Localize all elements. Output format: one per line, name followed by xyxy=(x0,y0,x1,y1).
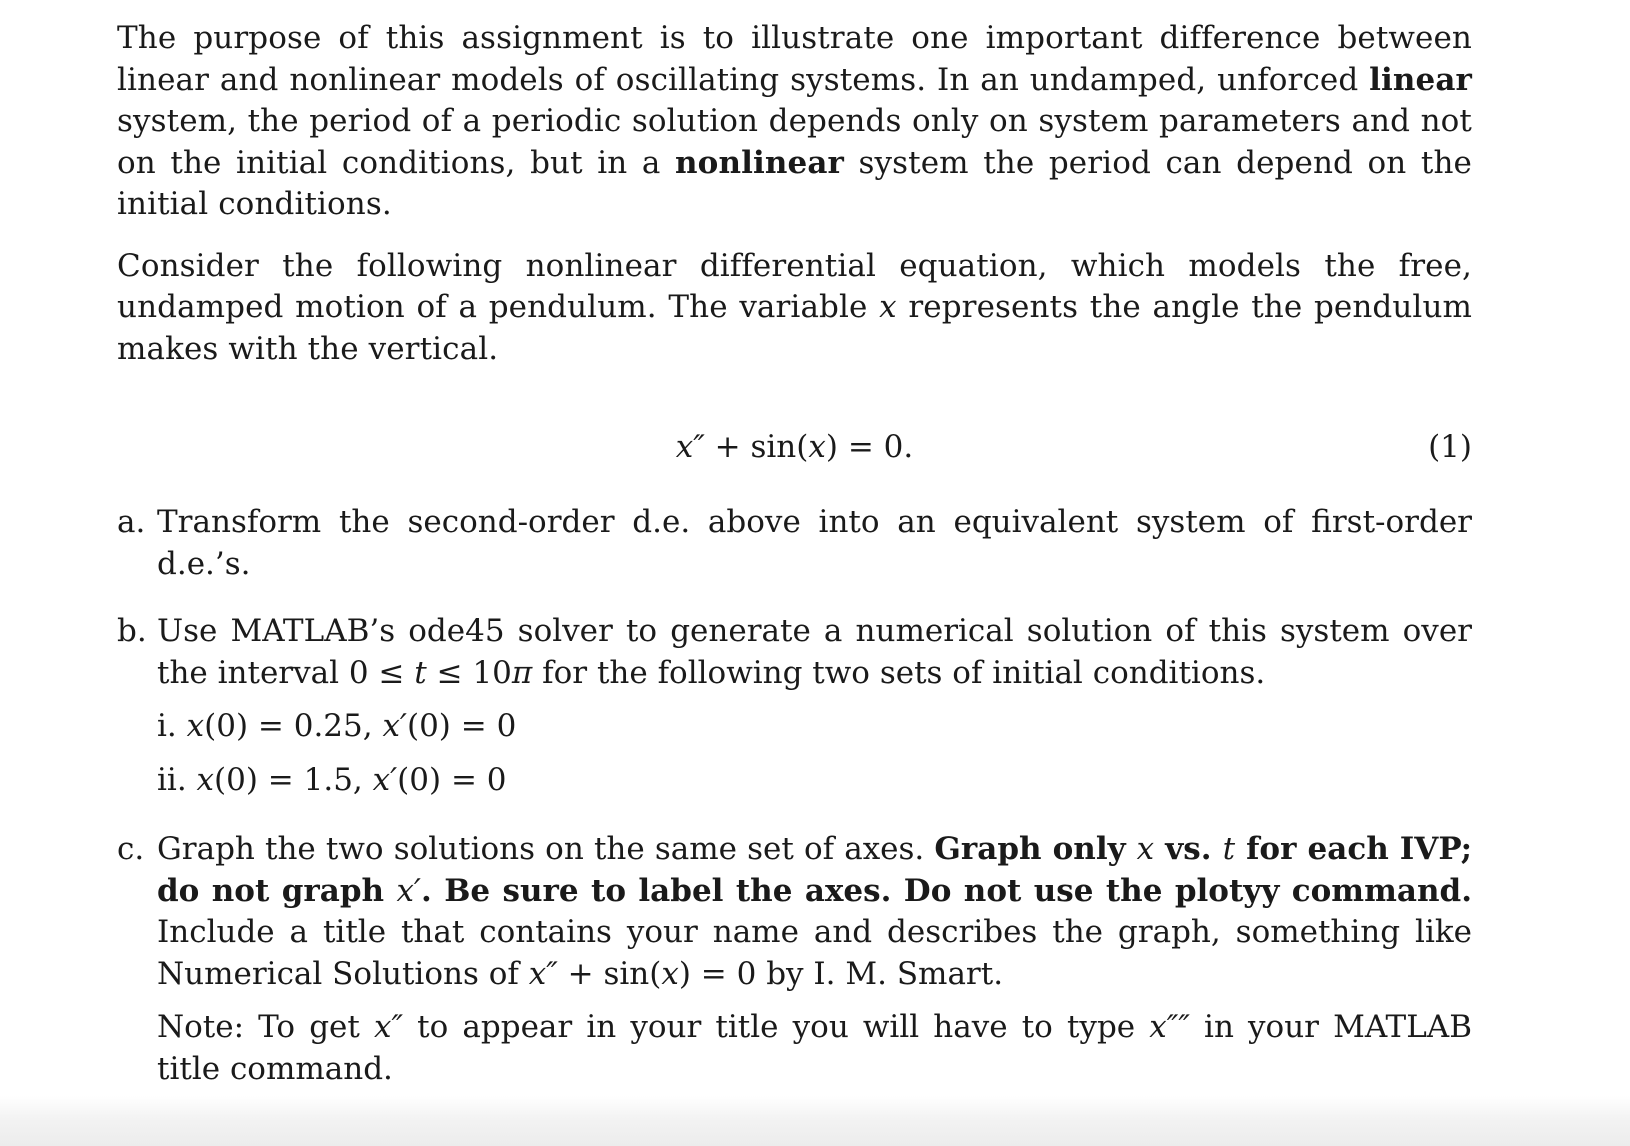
question-c-label: c. xyxy=(117,831,145,867)
question-b-label: b. xyxy=(117,613,147,649)
question-a-label: a. xyxy=(117,504,146,540)
matlab-title-note: Note: To get x″ to appear in your title you will have to type x″″ in your MATLAB title command. xyxy=(157,1009,1472,1087)
bold-nonlinear: nonlinear xyxy=(675,144,844,181)
document-page xyxy=(117,18,1472,1146)
bottom-shadow xyxy=(0,1096,1630,1146)
question-b: b. Use MATLAB’s ode45 solver to generate a numerical solution of this system over the interval 0 ≤ t ≤ 10π for the following two sets of initial conditions. xyxy=(117,613,1472,691)
question-c: c. Graph the two solutions on the same set of axes. Graph only x vs. t for each IVP; do not graph x′. Be sure to label the axes. Do not use the plotyy command. Include a title that contains your name and describes the graph, something like Numerical Solutions of x″ + sin(x) = 0 by I. M. Smart. xyxy=(117,831,1473,992)
intro-paragraph: The purpose of this assignment is to illustrate one important difference between linear and nonlinear models of oscillating systems. In an undamped, unforced linear system, the period of a periodic solution depends only on system parameters and not on the initial conditions, but in a nonlinear system the period can depend on the initial conditions. xyxy=(117,20,1472,222)
equation-1 xyxy=(117,422,1472,472)
question-a xyxy=(117,502,1472,585)
pendulum-paragraph: Consider the following nonlinear differential equation, which models the free, undamped motion of a pendulum. The variable x represents the angle the pendulum makes with the vertical. xyxy=(117,247,1473,367)
question-a-text: Transform the second-order d.e. above into an equivalent system of first-order d.e.’s. xyxy=(157,504,1472,582)
equation-number: (1) xyxy=(1428,429,1472,465)
initial-condition-i: i. x(0) = 0.25, x′(0) = 0 xyxy=(157,708,517,744)
initial-condition-ii: ii. x(0) = 1.5, x′(0) = 0 xyxy=(157,761,507,798)
bold-linear: linear xyxy=(1369,61,1472,98)
equation-body: x″ + sin(x) = 0. xyxy=(675,429,914,465)
